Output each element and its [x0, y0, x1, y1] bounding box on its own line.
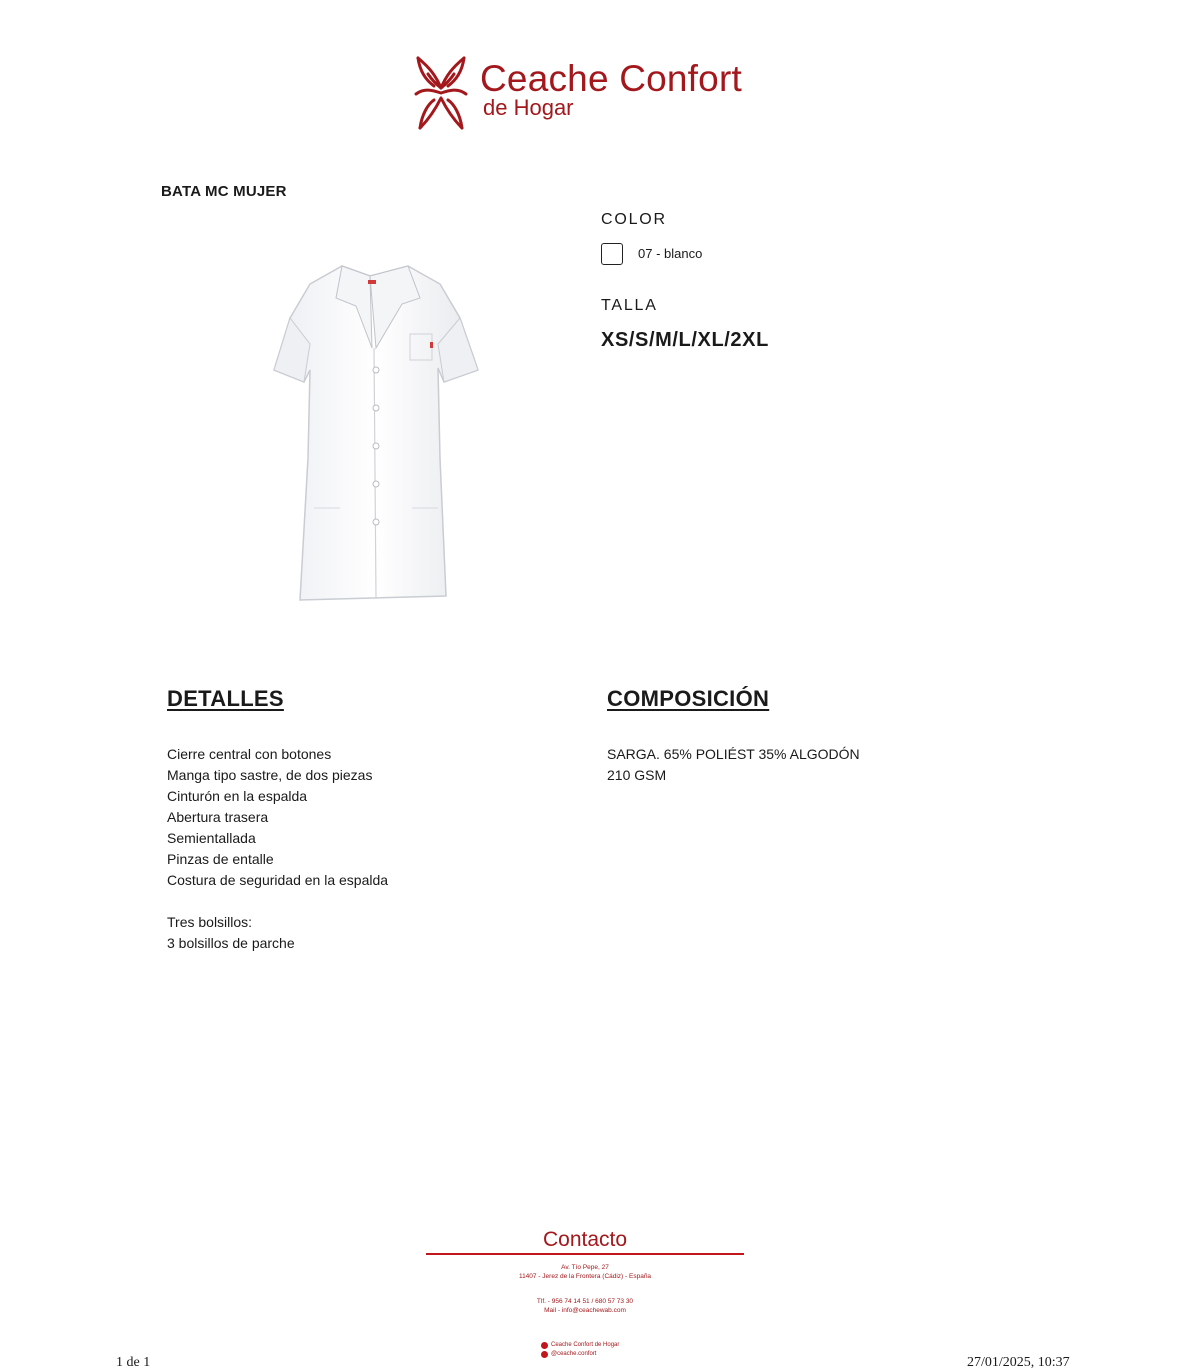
- list-item: Cinturón en la espalda: [167, 788, 308, 804]
- contact-mail[interactable]: Mail - info@ceachewab.com: [544, 1307, 626, 1314]
- list-item: Abertura trasera: [167, 809, 269, 825]
- social-instagram-label: @ceache.confort: [551, 1351, 597, 1357]
- print-datetime: 27/01/2025, 10:37: [967, 1355, 1070, 1370]
- social-facebook[interactable]: [541, 1341, 619, 1350]
- brand-name: Ceache Confort: [480, 58, 742, 99]
- composition-list: [607, 744, 860, 786]
- details-heading: DETALLES: [167, 686, 284, 711]
- list-item: Tres bolsillos:: [167, 914, 253, 930]
- color-swatch[interactable]: [601, 243, 623, 265]
- color-label: COLOR: [601, 211, 667, 228]
- brand-logo-icon: [414, 54, 468, 132]
- list-item: Costura de seguridad en la espalda: [167, 872, 389, 888]
- contact-address-line1: Av. Tío Pepe, 27: [561, 1264, 609, 1271]
- instagram-icon: [541, 1351, 548, 1358]
- size-label: TALLA: [601, 297, 658, 314]
- details-list: [167, 744, 388, 891]
- facebook-icon: [541, 1342, 548, 1349]
- list-item: Manga tipo sastre, de dos piezas: [167, 767, 373, 783]
- pockets-list: [167, 912, 295, 954]
- list-item: SARGA. 65% POLIÉST 35% ALGODÓN: [607, 746, 860, 762]
- contact-divider: [426, 1253, 744, 1255]
- social-facebook-label: Ceache Confort de Hogar: [551, 1342, 620, 1348]
- product-image: [270, 258, 482, 606]
- social-instagram[interactable]: [541, 1350, 596, 1359]
- composition-heading: COMPOSICIÓN: [607, 686, 770, 711]
- contact-title: Contacto: [542, 1228, 628, 1251]
- brand-subtitle: de Hogar: [483, 95, 574, 120]
- list-item: 3 bolsillos de parche: [167, 935, 295, 951]
- contact-phone[interactable]: Tlf. - 956 74 14 51 / 680 57 73 30: [536, 1298, 634, 1305]
- list-item: Semientallada: [167, 830, 256, 846]
- page-number: 1 de 1: [116, 1355, 151, 1370]
- contact-address-line2: 11407 - Jerez de la Frontera (Cádiz) - España: [518, 1273, 652, 1280]
- list-item: 210 GSM: [607, 767, 667, 783]
- list-item: Pinzas de entalle: [167, 851, 274, 867]
- size-value: XS/S/M/L/XL/2XL: [601, 329, 769, 351]
- color-value: 07 - blanco: [638, 246, 703, 261]
- product-title: BATA MC MUJER: [161, 183, 287, 200]
- list-item: Cierre central con botones: [167, 746, 332, 762]
